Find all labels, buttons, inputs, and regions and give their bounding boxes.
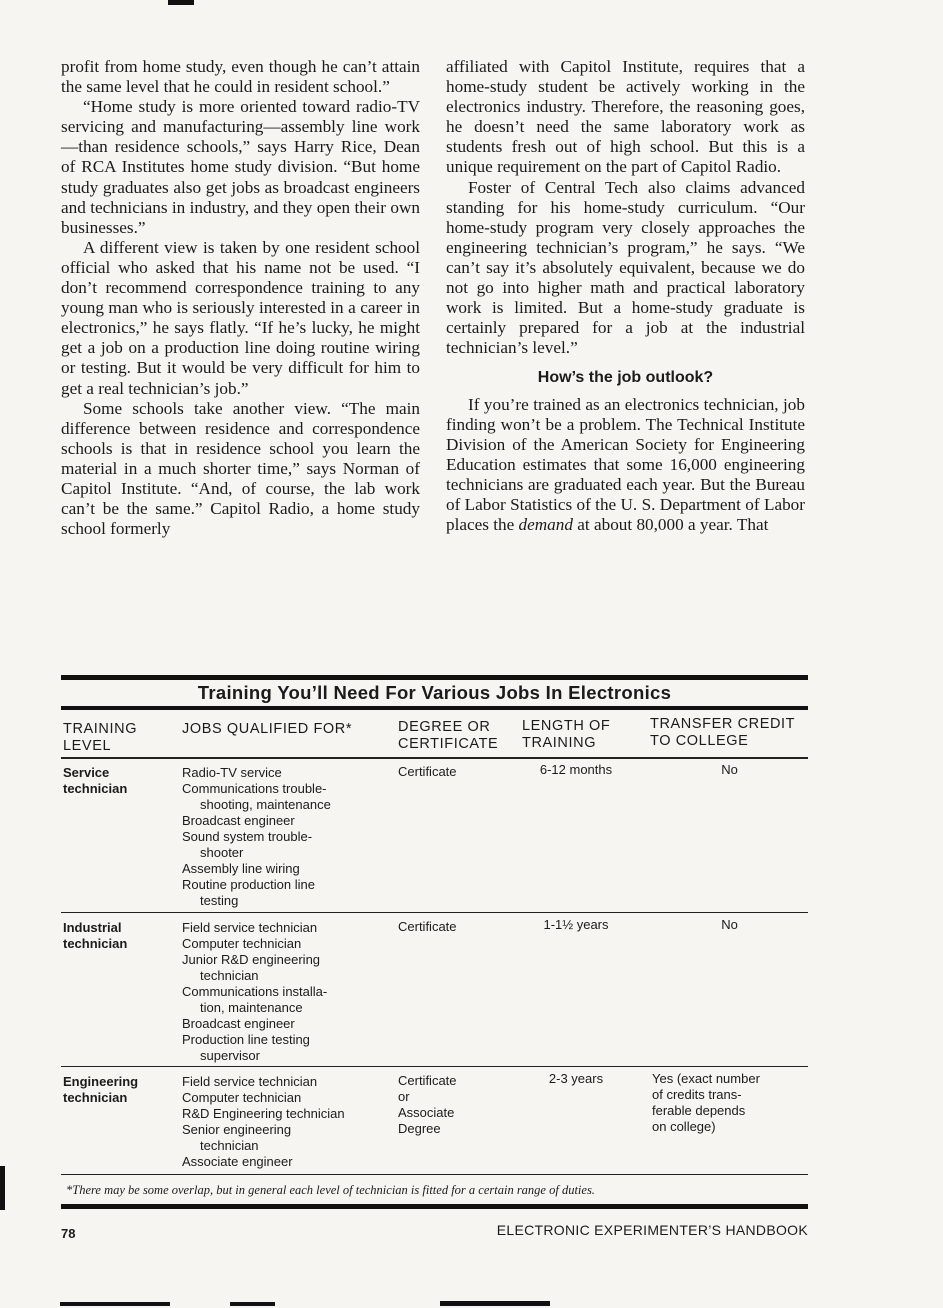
cell-transfer-credit [652, 762, 807, 778]
scan-mark-bottom [440, 1301, 550, 1306]
level-line: technician [63, 936, 128, 951]
cell-training-level [63, 920, 127, 952]
scan-mark-left [0, 1166, 5, 1210]
job-line: shooting, maintenance [200, 797, 331, 812]
article-column-left [61, 57, 420, 539]
table-title: Training You’ll Need For Various Jobs In Electronics [197, 682, 672, 703]
cell-jobs-list [182, 920, 327, 1064]
cell-transfer-credit [652, 917, 807, 933]
job-line: Assembly line wiring [182, 861, 300, 876]
job-line: Production line testing [182, 1032, 310, 1047]
job-line: Communications installa- [182, 984, 328, 999]
transfer-line: Yes (exact number [652, 1071, 760, 1086]
job-line: Computer technician [182, 936, 302, 951]
scan-mark-bottom [60, 1302, 170, 1306]
article-paragraph: affiliated with Capitol Institute, requires that a home-study student be actively working in the electronics industry. Therefore, the reasoning goes, he doesn’t need the same laboratory work as students fresh out of high school. But this is a unique requirement on the part of Capitol Radio. [446, 57, 805, 177]
job-line: technician [200, 968, 259, 983]
job-line: Communications trouble- [182, 781, 327, 796]
cell-length: 2-3 years [548, 1071, 604, 1086]
table-bottom-rule [61, 1174, 808, 1175]
article-paragraph: Foster of Central Tech also claims advanced standing for his home-study curriculum. “Our home-study program very closely approaches the engineering technician’s program,” he says. “We can’t say it’s absolutely equivalent, because we do not go into higher math and practical laboratory work is limited. But a home-study graduate is certainly prepared for a job at the industrial technician’s level.” [446, 177, 805, 358]
job-line: Routine production line [182, 877, 315, 892]
transfer-line: on college) [652, 1119, 716, 1134]
row-divider [61, 1066, 808, 1067]
subheading-job-outlook: How’s the job outlook? [537, 369, 714, 387]
cell-jobs-list [182, 765, 331, 909]
job-line: testing [200, 893, 239, 908]
job-line: Broadcast engineer [182, 813, 295, 828]
cell-training-level [63, 765, 127, 797]
level-line: Industrial [63, 920, 122, 935]
header-jobs-qualified: JOBS QUALIFIED FOR* [182, 721, 353, 737]
scan-mark-top [168, 0, 194, 5]
degree-line: Associate [398, 1105, 455, 1120]
cell-length: 1-1½ years [543, 917, 609, 932]
header-degree: DEGREE OR CERTIFICATE [398, 719, 499, 752]
level-line: technician [63, 781, 128, 796]
header-training-level: TRAINING LEVEL [63, 721, 138, 754]
job-line: Field service technician [182, 1074, 318, 1089]
article-paragraph: “Home study is more oriented toward radio-TV servicing and manufacturing—assembly line work—than residence schools,” says Harry Rice, Dean of RCA Institutes home study division. “But home study graduates also get jobs as broadcast engineers and technicians in industry, and they open their own businesses.” [61, 97, 420, 237]
job-line: supervisor [200, 1048, 260, 1063]
row-divider [61, 912, 808, 913]
paragraph-job-outlook: If you’re trained as an electronics technician, job finding won’t be a problem. The Technical Institute Division of the American Society for Engineering Education estimates that some 16,000 engineering technicians are graduated each year. But the Bureau of Labor Statistics of the U. S. Department of Labor places the demand at about 80,000 a year. That [446, 394, 805, 535]
job-line: Sound system trouble- [182, 829, 313, 844]
degree-line: Degree [398, 1121, 441, 1136]
article-paragraph: profit from home study, even though he can’t attain the same level that he could in resident school.” [61, 57, 420, 97]
transfer-line: No [721, 917, 738, 932]
header-rule [61, 757, 808, 759]
running-footer-title: ELECTRONIC EXPERIMENTER’S HANDBOOK [496, 1222, 808, 1238]
level-line: Service [63, 765, 110, 780]
header-length: LENGTH OF TRAINING [522, 718, 611, 751]
article-column-right [446, 57, 805, 535]
table-top-rule [61, 675, 808, 680]
cell-length: 6-12 months [539, 762, 613, 777]
transfer-line: of credits trans- [652, 1087, 742, 1102]
job-line: Field service technician [182, 920, 318, 935]
degree-line: Certificate [398, 764, 457, 779]
cell-transfer-credit [652, 1071, 760, 1135]
level-line: technician [63, 1090, 128, 1105]
job-line: Senior engineering [182, 1122, 292, 1137]
job-line: Junior R&D engineering [182, 952, 321, 967]
degree-line: Certificate [398, 1073, 457, 1088]
cell-degree [398, 764, 457, 780]
cell-degree [398, 1073, 457, 1137]
transfer-line: ferable depends [652, 1103, 746, 1118]
scan-mark-bottom [230, 1302, 275, 1306]
job-line: Broadcast engineer [182, 1016, 295, 1031]
job-line: Radio-TV service [182, 765, 282, 780]
cell-degree [398, 919, 457, 935]
cell-training-level [63, 1074, 138, 1106]
job-line: shooter [200, 845, 244, 860]
table-title-rule [61, 706, 808, 710]
degree-line: or [398, 1089, 410, 1104]
job-line: technician [200, 1138, 259, 1153]
job-line: Associate engineer [182, 1154, 293, 1169]
level-line: Engineering [63, 1074, 139, 1089]
page-number: 78 [61, 1226, 76, 1241]
table-footnote: *There may be some overlap, but in general each level of technician is fitted for a certain range of duties. [66, 1183, 595, 1197]
job-line: Computer technician [182, 1090, 302, 1105]
article-paragraph: A different view is taken by one resident school official who asked that his name not be used. “I don’t recommend correspondence training to any young man who is seriously interested in a career in electronics,” he says flatly. “If he’s lucky, he might get a job on a production line doing routine wiring or testing. But it would be very difficult for him to get a real technician’s job.” [61, 237, 420, 398]
job-line: tion, maintenance [200, 1000, 303, 1015]
right-column-paragraphs [446, 57, 805, 358]
transfer-line: No [721, 762, 738, 777]
job-line: R&D Engineering technician [182, 1106, 345, 1121]
table-footer-rule [61, 1204, 808, 1209]
cell-jobs-list [182, 1074, 345, 1170]
article-paragraph: Some schools take another view. “The main difference between residence and correspondence schools is that in residence school you learn the material in a much shorter time,” says Norman of Capitol Institute. “And, of course, the lab work can’t be the same.” Capitol Radio, a home study school formerly [61, 398, 420, 539]
header-transfer-credit: TRANSFER CREDIT TO COLLEGE [650, 716, 796, 749]
degree-line: Certificate [398, 919, 457, 934]
